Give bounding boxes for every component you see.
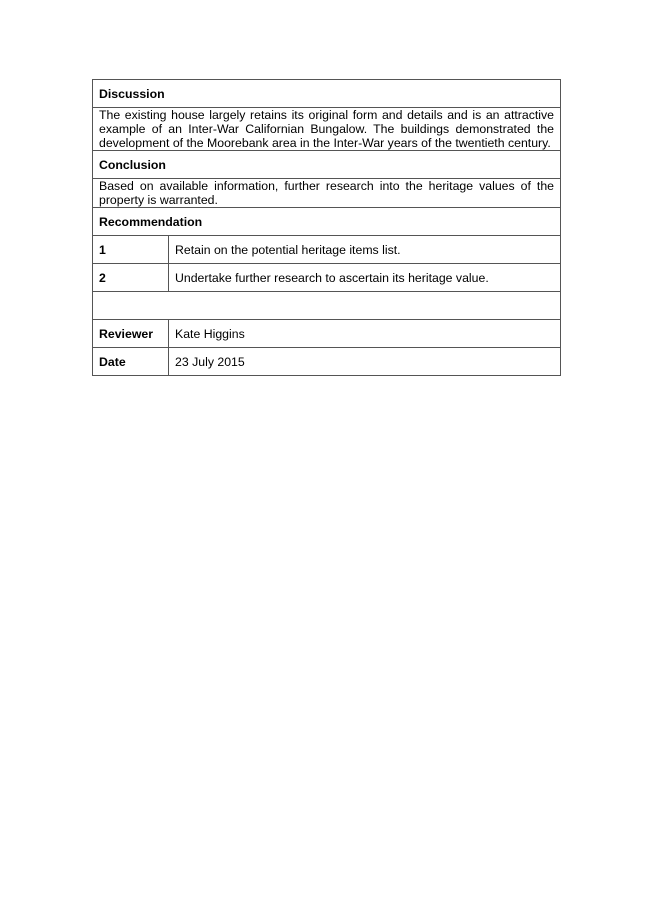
heritage-assessment-table [92, 79, 561, 376]
date-row [93, 348, 561, 376]
conclusion-text: Based on available information, further research into the heritage values of the property is warranted. [93, 179, 561, 208]
recommendation-heading-row [93, 208, 561, 236]
recommendation-item-text: Retain on the potential heritage items list. [169, 236, 561, 264]
recommendation-item-row [93, 236, 561, 264]
discussion-text-row [93, 108, 561, 151]
blank-row [93, 292, 561, 320]
blank-cell [93, 292, 561, 320]
reviewer-label: Reviewer [93, 320, 169, 348]
date-label: Date [93, 348, 169, 376]
date-value: 23 July 2015 [169, 348, 561, 376]
reviewer-row [93, 320, 561, 348]
conclusion-heading: Conclusion [93, 151, 561, 179]
conclusion-text-row [93, 179, 561, 208]
recommendation-heading: Recommendation [93, 208, 561, 236]
conclusion-heading-row [93, 151, 561, 179]
recommendation-item-text: Undertake further research to ascertain its heritage value. [169, 264, 561, 292]
recommendation-item-row [93, 264, 561, 292]
recommendation-item-number: 2 [93, 264, 169, 292]
discussion-text: The existing house largely retains its original form and details and is an attractive example of an Inter-War Californian Bungalow. The buildings demonstrated the development of the Moorebank area in the Inter-War years of the twentieth century. [93, 108, 561, 151]
discussion-heading: Discussion [93, 80, 561, 108]
reviewer-value: Kate Higgins [169, 320, 561, 348]
discussion-heading-row [93, 80, 561, 108]
recommendation-item-number: 1 [93, 236, 169, 264]
